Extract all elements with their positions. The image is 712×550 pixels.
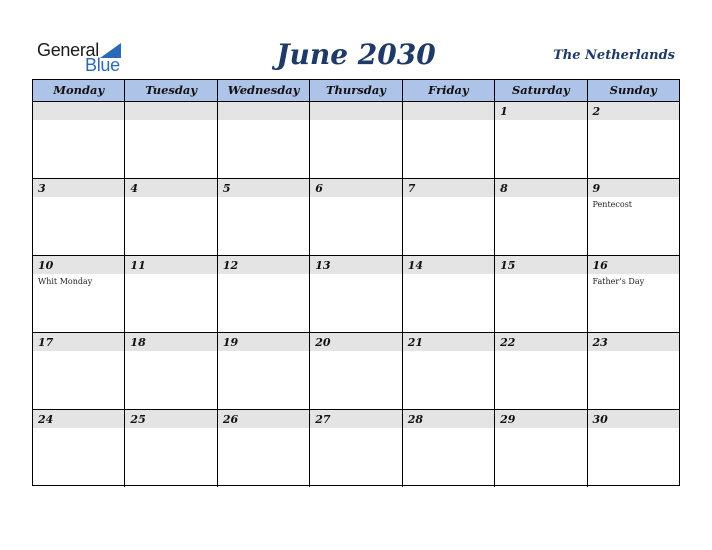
day-cell: [588, 179, 679, 255]
day-header-band: [588, 179, 679, 197]
day-cell: [588, 102, 679, 178]
day-number: 3: [38, 182, 46, 195]
weekday-header-monday: Monday: [33, 80, 125, 102]
day-number: 27: [315, 413, 331, 426]
day-cell: [310, 333, 402, 409]
day-header-band: [125, 179, 216, 197]
day-number: 26: [222, 413, 239, 426]
day-number: 4: [130, 182, 139, 195]
weekday-header-row: [33, 80, 679, 102]
day-number: 2: [592, 105, 601, 118]
day-number: 18: [130, 336, 146, 349]
day-cell: [495, 333, 587, 409]
day-cell: [310, 179, 402, 255]
day-header-band: [403, 102, 494, 120]
week-row: [33, 102, 679, 179]
day-header-band: [588, 102, 679, 120]
day-cell: [218, 179, 310, 255]
day-cell: [33, 410, 125, 487]
day-number: 5: [222, 182, 231, 195]
day-number: 19: [222, 336, 239, 349]
day-header-band: [310, 179, 401, 197]
day-cell: [403, 333, 495, 409]
holiday-label: Pentecost: [592, 200, 633, 209]
day-cell: [310, 410, 402, 487]
day-cell: [125, 256, 217, 332]
day-cell: [495, 410, 587, 487]
week-row: [33, 333, 679, 410]
country-label: The Netherlands: [553, 48, 675, 63]
day-cell: [403, 102, 495, 178]
day-cell: [125, 333, 217, 409]
day-number: 25: [130, 413, 146, 426]
day-header-band: [125, 102, 216, 120]
weekday-header-tuesday: Tuesday: [125, 80, 217, 102]
day-number: 1: [500, 105, 508, 118]
calendar-grid: [32, 79, 680, 486]
day-cell: [588, 333, 679, 409]
day-number: 20: [315, 336, 331, 349]
weekday-header-saturday: Saturday: [495, 80, 587, 102]
day-cell: [403, 179, 495, 255]
day-cell: [218, 410, 310, 487]
day-number: 24: [38, 413, 54, 426]
day-header-band: [218, 179, 309, 197]
day-cell: [218, 256, 310, 332]
logo-text-general: General: [37, 40, 99, 60]
day-header-band: [495, 179, 586, 197]
logo-text-blue: Blue: [85, 55, 120, 75]
day-number: 28: [407, 413, 423, 426]
day-cell: [218, 333, 310, 409]
calendar-title: June 2030: [276, 38, 436, 71]
day-number: 13: [315, 259, 331, 272]
day-cell: [33, 179, 125, 255]
day-number: 9: [592, 182, 601, 195]
day-number: 21: [407, 336, 423, 349]
weekday-header-friday: Friday: [403, 80, 495, 102]
week-row: [33, 410, 679, 487]
day-header-band: [495, 102, 586, 120]
day-number: 12: [222, 259, 239, 272]
day-cell: [218, 102, 310, 178]
day-cell: [33, 256, 125, 332]
day-number: 29: [500, 413, 516, 426]
day-header-band: [33, 102, 124, 120]
day-cell: [310, 256, 402, 332]
day-cell: [495, 102, 587, 178]
day-number: 8: [500, 182, 508, 195]
day-cell: [125, 410, 217, 487]
day-cell: [125, 179, 217, 255]
day-cell: [33, 333, 125, 409]
weekday-header-wednesday: Wednesday: [218, 80, 310, 102]
day-header-band: [33, 179, 124, 197]
weekday-header-sunday: Sunday: [588, 80, 679, 102]
week-row: [33, 179, 679, 256]
day-cell: [588, 410, 679, 487]
day-cell: [310, 102, 402, 178]
day-number: 7: [407, 182, 416, 195]
day-cell: [403, 256, 495, 332]
day-header-band: [310, 102, 401, 120]
week-row: [33, 256, 679, 333]
day-number: 14: [407, 259, 423, 272]
day-number: 6: [315, 182, 323, 195]
holiday-label: Whit Monday: [38, 277, 93, 286]
day-header-band: [403, 179, 494, 197]
day-number: 30: [592, 413, 608, 426]
day-number: 16: [592, 259, 608, 272]
weekday-header-thursday: Thursday: [310, 80, 402, 102]
day-cell: [495, 179, 587, 255]
day-cell: [125, 102, 217, 178]
day-number: 22: [500, 336, 516, 349]
day-number: 10: [38, 259, 54, 272]
day-cell: [33, 102, 125, 178]
day-cell: [495, 256, 587, 332]
day-number: 11: [130, 259, 146, 272]
day-cell: [403, 410, 495, 487]
day-number: 23: [592, 336, 608, 349]
holiday-label: Father’s Day: [592, 277, 645, 286]
day-number: 15: [500, 259, 516, 272]
day-cell: [588, 256, 679, 332]
day-number: 17: [38, 336, 54, 349]
day-header-band: [218, 102, 309, 120]
